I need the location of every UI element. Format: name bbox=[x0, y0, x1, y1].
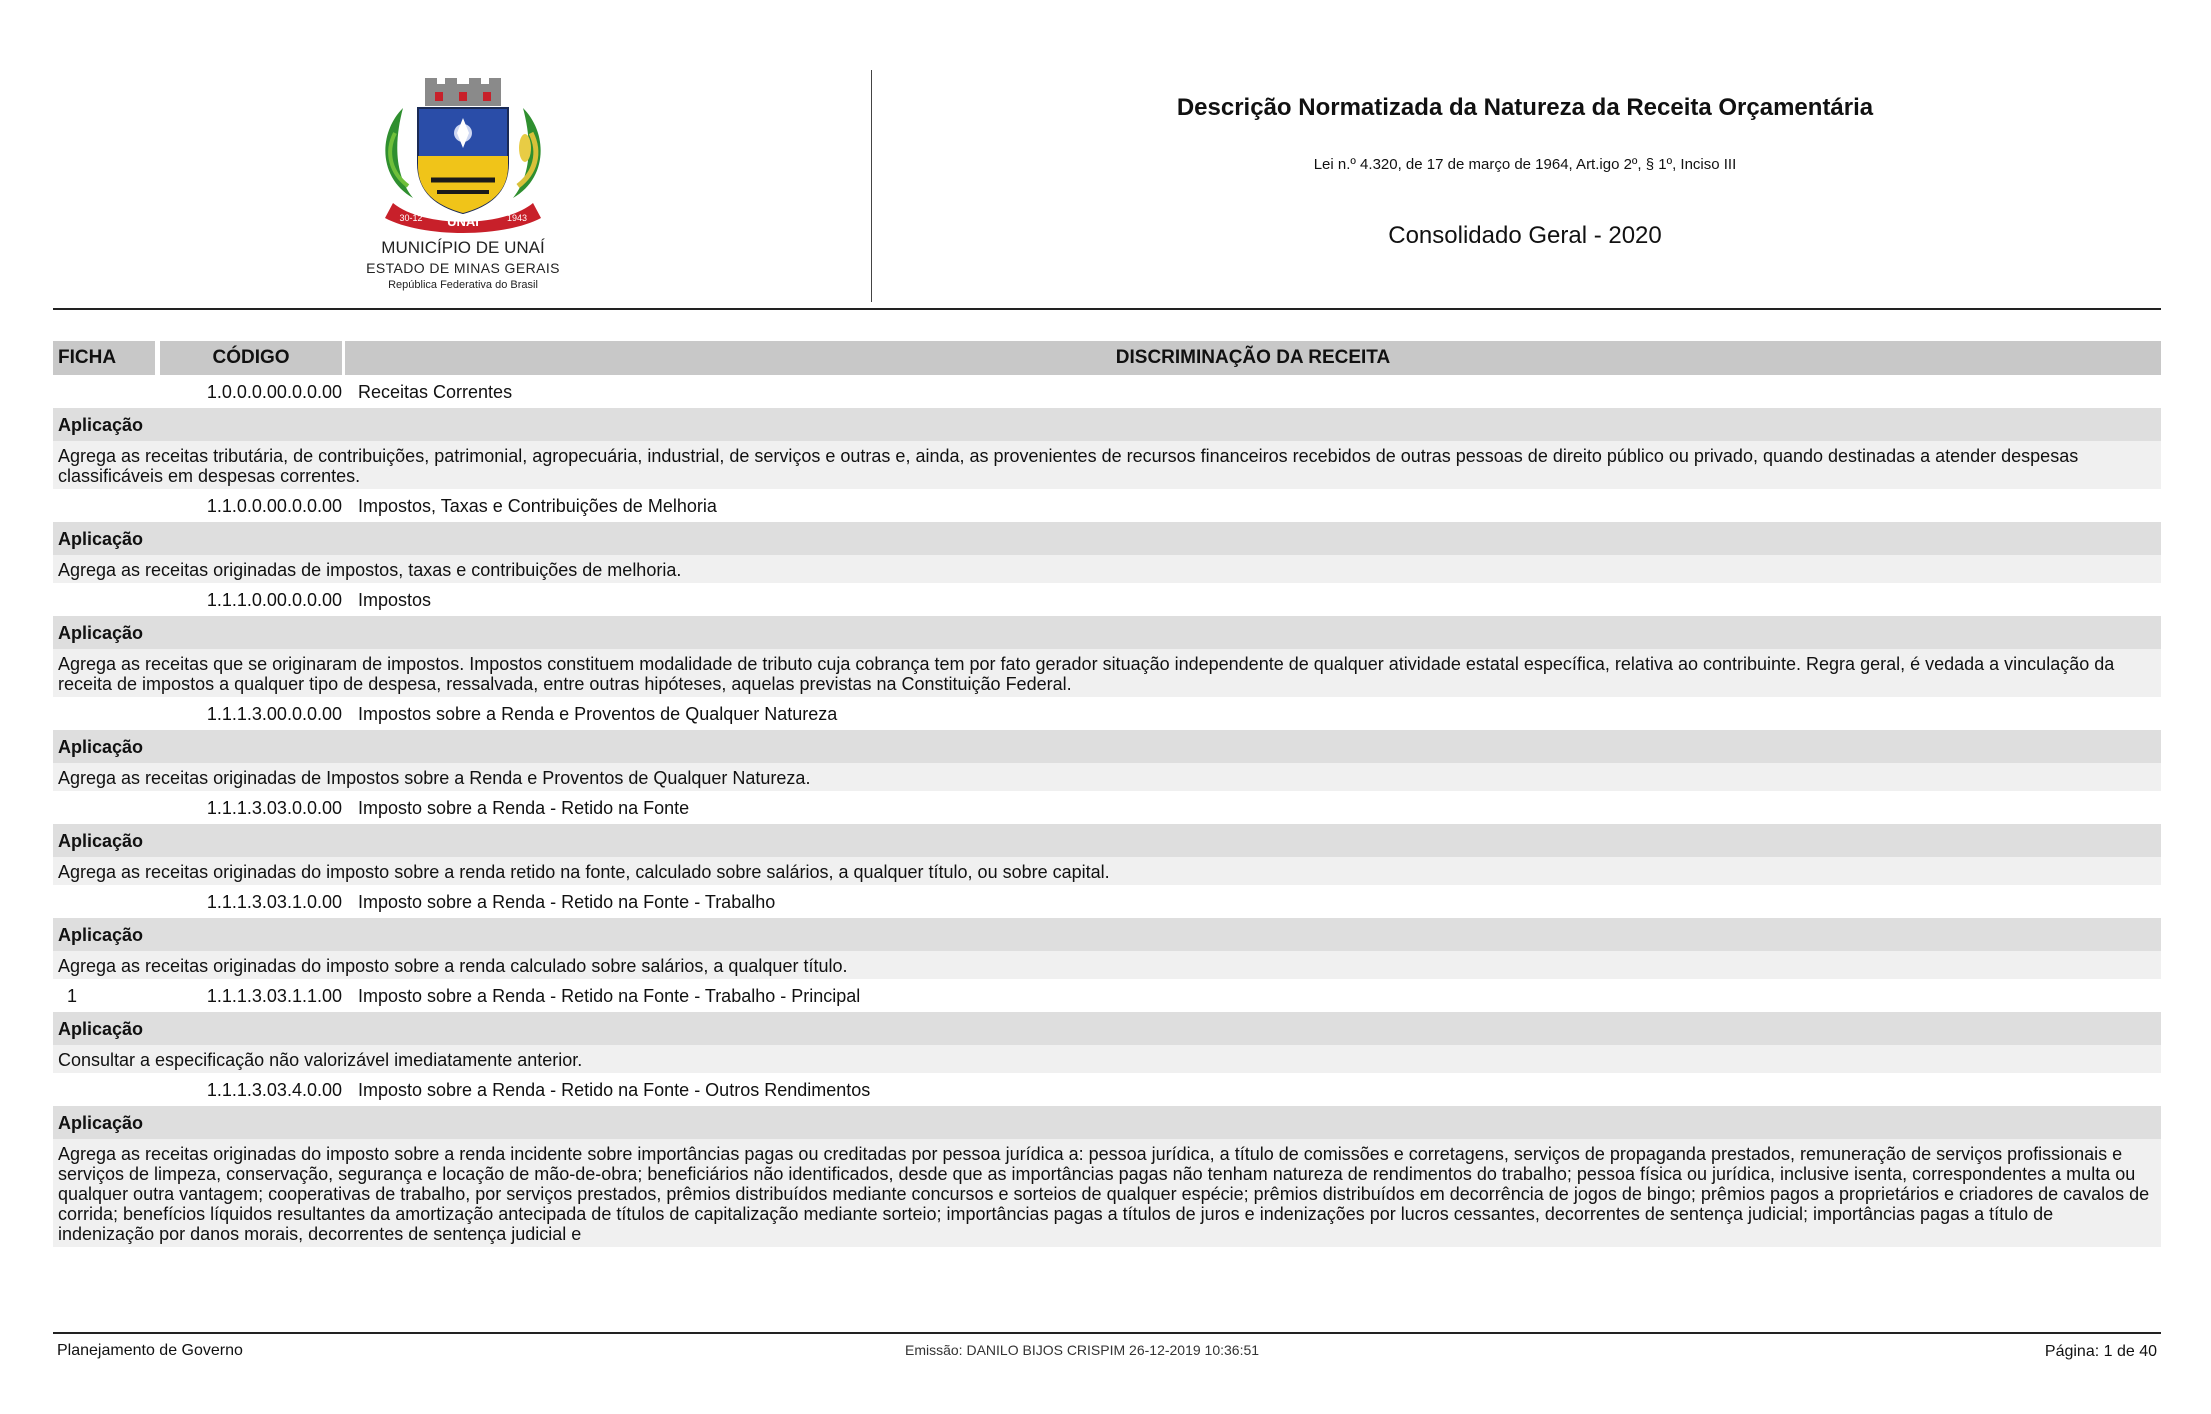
application-label: Aplicação bbox=[53, 408, 2161, 441]
footer-rule bbox=[53, 1332, 2161, 1334]
municipality-name: MUNICÍPIO DE UNAÍ bbox=[381, 238, 545, 257]
report-header bbox=[0, 0, 2211, 320]
application-label: Aplicação bbox=[53, 616, 2161, 649]
application-label: Aplicação bbox=[53, 1106, 2161, 1139]
application-description: Agrega as receitas originadas do imposto sobre a renda retido na fonte, calculado sobre salários, a qualquer título, ou sobre capital. bbox=[53, 857, 2161, 885]
application-label: Aplicação bbox=[53, 730, 2161, 763]
revenue-name-cell: Receitas Correntes bbox=[358, 381, 513, 402]
application-description: Agrega as receitas originadas do imposto sobre a renda incidente sobre importâncias pagas ou creditadas por pessoa jurídica a: pessoa jurídica, a título de comissões e corretagens, serviços de propaganda prestados, remuneração de serviços profissionais e serviços de limpeza, conservação, segurança e locação de mão-de-obra; beneficiários não identificados, desde que as importâncias pagas não tenham natureza de rendimentos do trabalho; pessoa física ou jurídica, inclusive isenta, correspondentes a multa ou qualquer outra vantagem; cooperativas de trabalho, por serviços prestados, prêmios distribuídos mediante concursos e sorteios de qualquer espécie; prêmios distribuídos em decorrência de jogos de bingo; prêmios pagos a proprietários e criadores de cavalos de corrida; benefícios líquidos resultantes da amortização antecipada de títulos de capitalização mediante sorteio; importâncias pagas a títulos de juros e indenizações por lucros cessantes, decorrentes de sentença judicial; importâncias pagas a título de indenização por danos morais, decorrentes de sentença judicial e bbox=[53, 1139, 2161, 1247]
table-row bbox=[53, 375, 2161, 408]
header-rule bbox=[53, 308, 2161, 310]
code-cell: 1.1.1.3.03.1.0.00 bbox=[206, 891, 342, 912]
ficha-cell: 1 bbox=[67, 985, 78, 1006]
code-cell: 1.1.1.0.00.0.0.00 bbox=[206, 589, 342, 610]
code-cell: 1.1.1.3.03.4.0.00 bbox=[206, 1079, 342, 1100]
revenue-name-cell: Impostos sobre a Renda e Proventos de Qualquer Natureza bbox=[358, 703, 838, 724]
code-cell: 1.1.1.3.00.0.0.00 bbox=[206, 703, 342, 724]
application-label: Aplicação bbox=[53, 918, 2161, 951]
table-row bbox=[53, 791, 2161, 824]
footer-page-number: Página: 1 de 40 bbox=[2044, 1343, 2157, 1360]
coat-of-arms-icon bbox=[373, 78, 553, 238]
svg-text:1943: 1943 bbox=[506, 213, 528, 223]
application-label: Aplicação bbox=[53, 522, 2161, 555]
table-row bbox=[53, 979, 2161, 1012]
code-cell: 1.1.1.3.03.1.1.00 bbox=[206, 985, 342, 1006]
table-row bbox=[53, 885, 2161, 918]
revenue-name-cell: Imposto sobre a Renda - Retido na Fonte - Trabalho - Principal bbox=[358, 985, 861, 1006]
footer-emission: Emissão: DANILO BIJOS CRISPIM 26-12-2019 10:36:51 bbox=[905, 1342, 1260, 1358]
application-description: Agrega as receitas originadas de impostos, taxas e contribuições de melhoria. bbox=[53, 555, 2161, 583]
table-header bbox=[53, 341, 2161, 375]
footer-department: Planejamento de Governo bbox=[57, 1342, 243, 1359]
application-description: Agrega as receitas que se originaram de impostos. Impostos constituem modalidade de tributo cuja cobrança tem por fato gerador situação independente de qualquer atividade estatal específica, relativa ao contribuinte. Regra geral, é vedada a vinculação da receita de impostos a qualquer tipo de despesa, ressalvada, entre outras hipóteses, aquelas previstas na Constituição Federal. bbox=[53, 649, 2161, 697]
svg-text:UNAÍ: UNAÍ bbox=[447, 214, 479, 229]
revenue-name-cell: Impostos bbox=[358, 589, 432, 610]
svg-text:30-12: 30-12 bbox=[399, 213, 423, 223]
column-header-codigo: CÓDIGO bbox=[160, 341, 342, 375]
table-row bbox=[53, 1073, 2161, 1106]
application-description: Agrega as receitas originadas do imposto sobre a renda calculado sobre salários, a qualquer título. bbox=[53, 951, 2161, 979]
legal-reference: Lei n.º 4.320, de 17 de março de 1964, Art.igo 2º, § 1º, Inciso III bbox=[1313, 156, 1737, 173]
column-header-ficha: FICHA bbox=[53, 341, 155, 375]
table-row bbox=[53, 697, 2161, 730]
code-cell: 1.1.0.0.00.0.0.00 bbox=[206, 495, 342, 516]
table-body bbox=[53, 375, 2161, 1247]
header-divider bbox=[871, 70, 872, 302]
revenue-name-cell: Impostos, Taxas e Contribuições de Melhoria bbox=[358, 495, 717, 516]
document-title: Descrição Normatizada da Natureza da Receita Orçamentária bbox=[1176, 94, 1874, 121]
revenue-name-cell: Imposto sobre a Renda - Retido na Fonte - Trabalho bbox=[358, 891, 776, 912]
application-description: Agrega as receitas originadas de Impostos sobre a Renda e Proventos de Qualquer Natureza. bbox=[53, 763, 2161, 791]
revenue-table bbox=[53, 341, 2161, 1247]
revenue-name-cell: Imposto sobre a Renda - Retido na Fonte bbox=[358, 797, 690, 818]
table-row bbox=[53, 489, 2161, 522]
revenue-name-cell: Imposto sobre a Renda - Retido na Fonte - Outros Rendimentos bbox=[358, 1079, 871, 1100]
application-label: Aplicação bbox=[53, 824, 2161, 857]
application-description: Consultar a especificação não valorizável imediatamente anterior. bbox=[53, 1045, 2161, 1073]
application-label: Aplicação bbox=[53, 1012, 2161, 1045]
code-cell: 1.1.1.3.03.0.0.00 bbox=[206, 797, 342, 818]
table-row bbox=[53, 583, 2161, 616]
state-name: ESTADO DE MINAS GERAIS bbox=[366, 260, 560, 276]
code-cell: 1.0.0.0.00.0.0.00 bbox=[206, 381, 342, 402]
document-subtitle: Consolidado Geral - 2020 bbox=[1388, 222, 1662, 249]
application-description: Agrega as receitas tributária, de contribuições, patrimonial, agropecuária, industrial, de serviços e outras e, ainda, as provenientes de recursos financeiros recebidos de outras pessoas de direito público ou privado, quando destinadas a atender despesas classificáveis em despesas correntes. bbox=[53, 441, 2161, 489]
country-name: República Federativa do Brasil bbox=[388, 279, 538, 291]
column-header-discriminacao: DISCRIMINAÇÃO DA RECEITA bbox=[345, 341, 2161, 375]
